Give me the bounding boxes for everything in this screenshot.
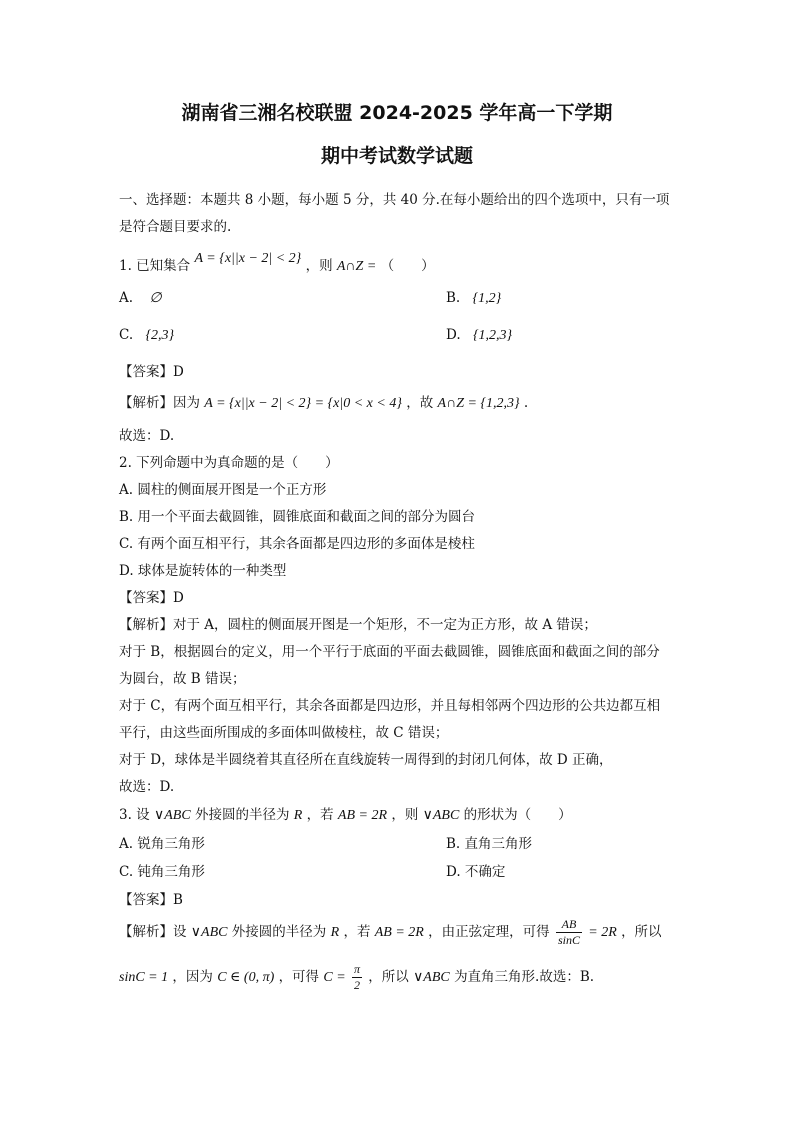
q3-analysis-text: ，若: [343, 924, 371, 940]
q1-analysis-math: A = {x||x − 2| < 2} = {x|0 < x < 4}: [204, 396, 402, 411]
q3-fraction-denominator: sinC: [557, 933, 580, 947]
q2-analysis-line: 对于 B，根据圆台的定义，用一个平行于底面的平面去截圆锥，圆锥底面和截面之间的部分: [119, 644, 660, 660]
q3-option-c: C. 钝角三角形: [119, 864, 205, 880]
q3-option-b: B. 直角三角形: [446, 836, 533, 852]
q1-analysis-mid: ，故: [406, 395, 434, 411]
q2-analysis-line: 对于 C，有两个面互相平行，其余各面都是四边形，并且每相邻两个四边形的公共边都互相: [119, 698, 661, 714]
q3-analysis-math: C ∈ (0, π): [217, 970, 275, 985]
q2-analysis-line: 故选：D.: [119, 779, 175, 795]
q3-fraction: [556, 917, 582, 948]
q1-set-definition: A = {x||x − 2| < 2}: [194, 251, 302, 266]
q1-paren: （ ）: [380, 258, 435, 274]
q1-option-a-label: A.: [119, 290, 134, 306]
q3-analysis-text: 外接圆的半径为: [231, 924, 327, 940]
q3-analysis-text: 为直角三角形.故选：B.: [454, 969, 595, 985]
section-instructions-line2: 是符合题目要求的.: [119, 219, 232, 235]
q2-option-d: D. 球体是旋转体的一种类型: [119, 563, 287, 579]
q2-analysis-line: 【解析】对于 A，圆柱的侧面展开图是一个矩形，不一定为正方形，故 A 错误；: [119, 617, 597, 633]
q1-answer: 【答案】D: [119, 364, 184, 380]
q3-fraction-pi: [352, 962, 362, 993]
q3-analysis-text: ，由正弦定理，可得: [428, 924, 550, 940]
q3-stem-text: 3. 设: [119, 807, 150, 823]
q2-option-a: A. 圆柱的侧面展开图是一个正方形: [119, 482, 327, 498]
q1-option-d-label: D.: [446, 327, 461, 343]
page-subtitle: 期中考试数学试题: [320, 145, 473, 167]
q1-analysis-math2: A∩Z = {1,2,3}: [437, 396, 520, 411]
q2-analysis-line: 对于 D，球体是半圆绕着其直径所在直线旋转一周得到的封闭几何体，故 D 正确，: [119, 752, 613, 768]
q3-fraction-numerator: AB: [556, 917, 582, 933]
q1-option-d: [446, 327, 512, 344]
q3-stem-text: 外接圆的半径为: [194, 807, 290, 823]
q3-analysis-math: C =: [323, 970, 346, 985]
q3-fraction-pi-numerator: π: [353, 962, 360, 976]
q1-option-b: [446, 290, 501, 307]
q3-stem-math: AB = 2R: [337, 808, 388, 823]
q3-stem-math: R: [293, 808, 303, 823]
q3-analysis-math: AB = 2R: [374, 925, 424, 940]
q3-analysis-text: ，所以: [368, 969, 409, 985]
q3-analysis-math: = 2R: [588, 925, 617, 940]
q1-analysis-prefix: 【解析】因为: [119, 395, 200, 411]
q2-option-c: C. 有两个面互相平行，其余各面都是四边形的多面体是棱柱: [119, 536, 475, 552]
q3-analysis-text: ，可得: [278, 969, 320, 985]
q3-analysis-math: R: [330, 925, 340, 940]
q1-option-a-text: ∅: [149, 291, 162, 306]
q3-stem-math: ∨ABC: [422, 808, 460, 823]
q1-option-b-label: B.: [446, 290, 461, 306]
q3-analysis-line2: [119, 962, 594, 993]
q2-analysis-line: 为圆台，故 B 错误；: [119, 671, 246, 687]
q2-analysis-line: 平行，由这些面所围成的多面体叫做棱柱，故 C 错误；: [119, 725, 449, 741]
q1-expression: A∩Z =: [336, 259, 377, 274]
q1-option-c: [119, 327, 174, 344]
q3-stem-text: ，则: [391, 807, 419, 823]
q1-analysis-end: .: [523, 395, 529, 411]
q1-stem: [119, 251, 435, 275]
q1-conclusion: 故选：D.: [119, 428, 175, 444]
q3-analysis-text: 【解析】设: [119, 924, 187, 940]
q1-option-c-text: {2,3}: [145, 328, 175, 343]
q2-option-b: B. 用一个平面去截圆锥，圆锥底面和截面之间的部分为圆台: [119, 509, 476, 525]
q1-option-a: [119, 290, 162, 307]
q3-fraction-pi-denominator: 2: [353, 978, 360, 992]
q3-analysis-math: ∨ABC: [413, 970, 450, 985]
q1-prefix: 1. 已知集合: [119, 258, 191, 274]
q1-analysis: [119, 391, 528, 412]
q3-stem-math: ∨ABC: [153, 808, 191, 823]
page-title: 湖南省三湘名校联盟 2024-2025 学年高一下学期: [181, 102, 613, 124]
q1-option-c-label: C.: [119, 327, 134, 343]
q3-analysis-line1: [119, 917, 662, 948]
q1-option-b-text: {1,2}: [472, 291, 502, 306]
q3-option-a: A. 锐角三角形: [119, 836, 205, 852]
q3-stem-text: ，若: [306, 807, 334, 823]
q1-middle: ，则: [305, 258, 333, 274]
q2-stem: 2. 下列命题中为真命题的是（ ）: [119, 455, 339, 471]
q2-answer: 【答案】D: [119, 590, 184, 606]
q3-analysis-math: ∨ABC: [190, 925, 228, 940]
q3-analysis-text: ，所以: [621, 924, 662, 940]
q3-stem-text: 的形状为（ ）: [463, 807, 572, 823]
q3-answer: 【答案】B: [119, 892, 183, 908]
section-instructions-line1: 一、选择题：本题共 8 小题，每小题 5 分，共 40 分.在每小题给出的四个选项中，只有一项: [119, 192, 670, 208]
q3-analysis-text: ，因为: [172, 969, 213, 985]
q3-analysis-math: sinC = 1: [119, 970, 169, 985]
q3-stem: [119, 803, 572, 824]
q3-option-d: D. 不确定: [446, 864, 506, 880]
q1-option-d-text: {1,2,3}: [472, 328, 513, 343]
